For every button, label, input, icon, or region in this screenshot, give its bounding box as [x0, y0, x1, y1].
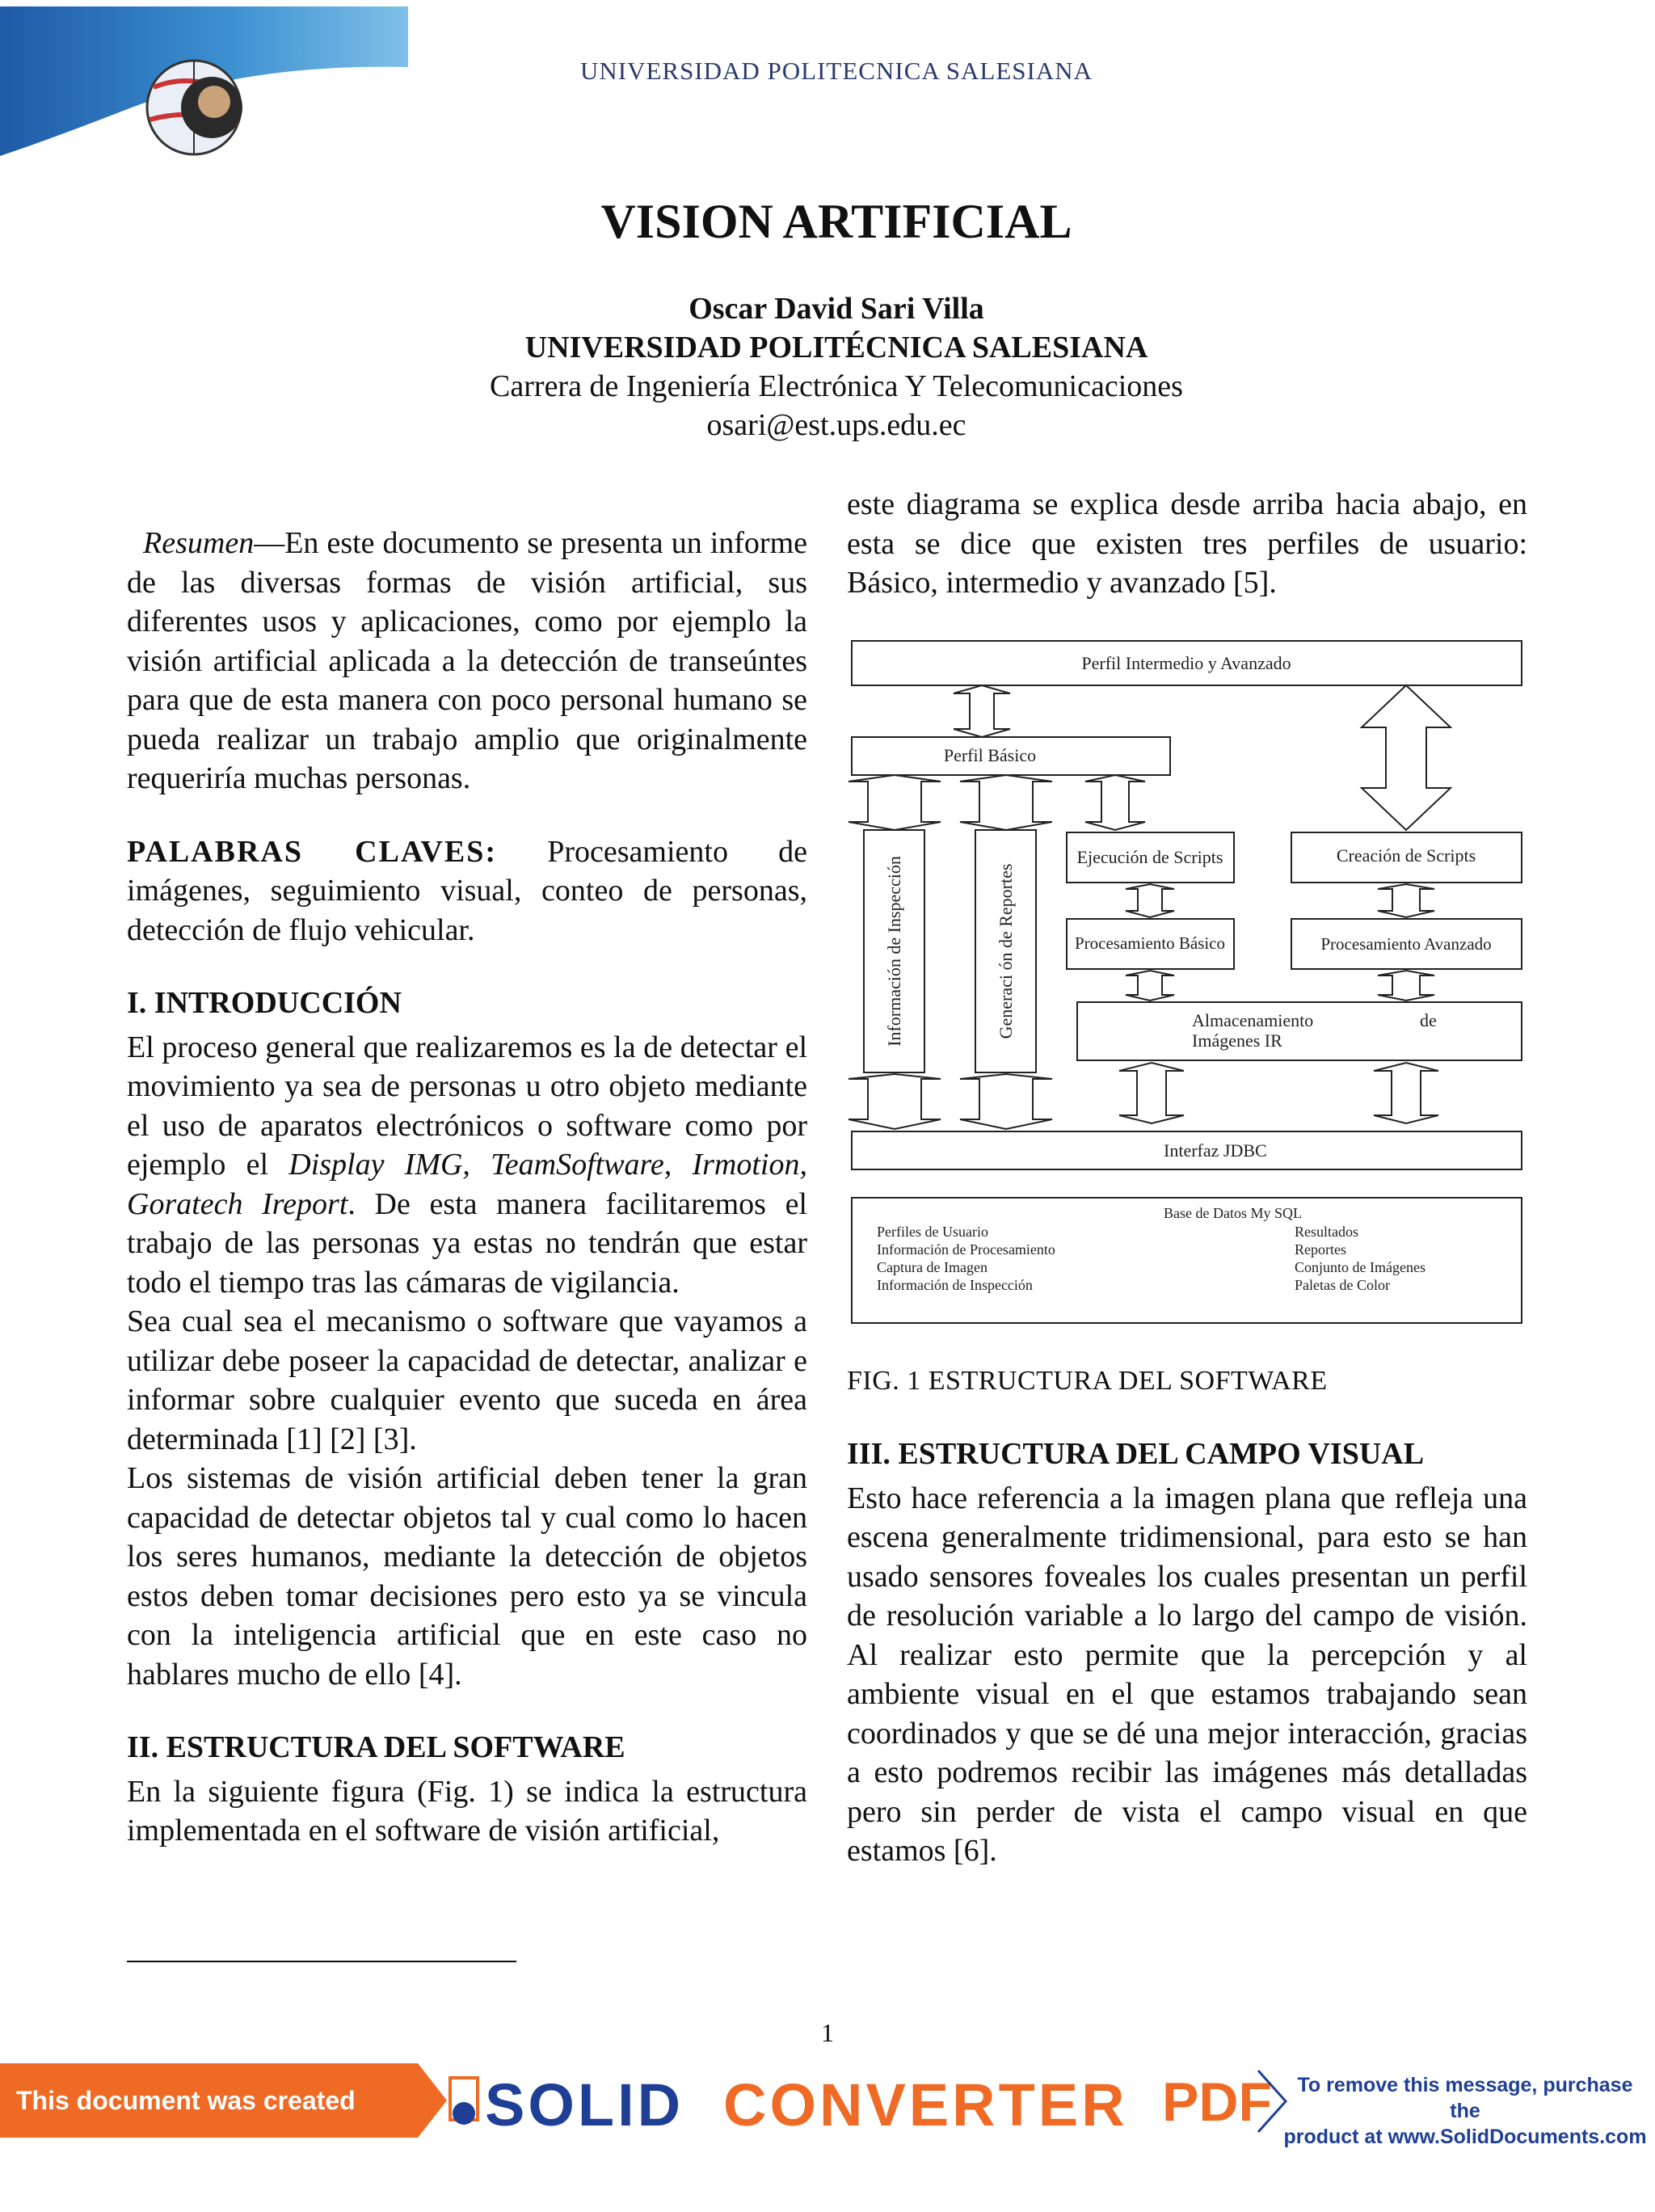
banner-purchase-line-2: product at www.SolidDocuments.com: [1283, 2126, 1647, 2148]
abstract-text: —En este documento se presenta un informe de las diversas formas de visión artificial, sus diferentes usos y aplicaciones, como por ejemplo la visión artificial aplicada a la detección de transeúntes para que de esta manera con poco personal humano se pueda realizar un trabajo amplio que originalmente requeriría muchas personas.: [127, 526, 807, 795]
label-perfil-intermedio: Perfil Intermedio y Avanzado: [1081, 653, 1291, 673]
db-item: Información de Inspección: [877, 1277, 1033, 1293]
arrow-reportes-interfaz: [960, 1074, 1052, 1129]
label-proc-avanzado: Procesamiento Avanzado: [1320, 934, 1492, 954]
arrow-almacen-interfaz-right: [1374, 1063, 1438, 1123]
author-career: Carrera de Ingeniería Electrónica Y Telecomunicaciones: [490, 369, 1183, 403]
db-item: Resultados: [1295, 1224, 1358, 1240]
label-imagenes-ir: Imágenes IR: [1192, 1030, 1282, 1051]
intro-p1-text: El proceso general que realizaremos es la de detectar el movimiento ya sea de personas u otro objeto mediante el uso de aparatos electrónicos o software como por ejemplo el: [127, 1030, 807, 1182]
arrow-almacen-interfaz-left: [1119, 1063, 1184, 1123]
section-heading-visual-field: III. ESTRUCTURA DEL CAMPO VISUAL: [847, 1437, 1425, 1471]
software-paragraph-continued: este diagrama se explica desde arriba hacia abajo, en esta se dice que existen tres perfiles de usuario: Básico, intermedio y avanzado [5].: [847, 487, 1527, 600]
label-perfil-basico: Perfil Básico: [943, 745, 1037, 765]
abstract-label: Resumen: [143, 526, 255, 560]
db-right-list: [1295, 1224, 1425, 1293]
right-column-section-3: [847, 1435, 1527, 1871]
running-header: UNIVERSIDAD POLITECNICA SALESIANA: [579, 57, 1093, 85]
section-heading-software: II. ESTRUCTURA DEL SOFTWARE: [127, 1730, 625, 1764]
author-name: Oscar David Sari Villa: [689, 292, 984, 326]
intro-paragraph-1: [127, 1028, 807, 1303]
banner-brand-pdf: PDF: [1162, 2071, 1272, 2133]
db-item: Perfiles de Usuario: [877, 1224, 988, 1240]
banner-brand-solid: SOLID: [485, 2071, 684, 2138]
figure-caption: FIG. 1 ESTRUCTURA DEL SOFTWARE: [847, 1366, 1328, 1396]
arrow-creacion-procavanzado: [1378, 884, 1434, 917]
software-structure-diagram: [844, 634, 1527, 1329]
label-almacenamiento-de: de: [1420, 1010, 1437, 1030]
banner-purchase-link[interactable]: [1283, 2072, 1647, 2150]
left-column: [127, 524, 807, 1851]
label-base-datos: Base de Datos My SQL: [1164, 1205, 1302, 1221]
arrow-procbasico-almacen: [1126, 971, 1174, 1001]
arrow-intermedio-basico: [954, 685, 1010, 737]
label-proc-basico: Procesamiento Básico: [1074, 933, 1226, 953]
keywords-label: PALABRAS CLAVES:: [127, 834, 498, 869]
author-institution: UNIVERSIDAD POLITÉCNICA SALESIANA: [524, 331, 1148, 364]
page-number: 1: [821, 2018, 834, 2047]
abstract: [127, 524, 807, 798]
arrow-basico-info: [849, 775, 941, 830]
label-interfaz-jdbc: Interfaz JDBC: [1164, 1140, 1267, 1161]
label-ejecucion-scripts: Ejecución de Scripts: [1076, 847, 1223, 867]
arrow-basico-ejecucion: [1085, 775, 1145, 830]
db-item: Captura de Imagen: [877, 1259, 988, 1275]
intro-p1-software-names: Display IMG, TeamSoftware, Irmotion, Goratech Ireport: [127, 1148, 807, 1221]
paper-title: VISION ARTIFICIAL: [600, 195, 1072, 248]
label-creacion-scripts: Creación de Scripts: [1336, 845, 1476, 866]
banner-brand-converter: CONVERTER: [723, 2071, 1128, 2138]
intro-paragraph-3: Los sistemas de visión artificial deben tener la gran capacidad de detectar objetos tal y cual como lo hacen los seres humanos, mediante la detección de objetos estos deben tomar decisiones pero esto ya se vincula con la inteligencia artificial que en este caso no hablares mucho de ello [4].: [127, 1461, 807, 1692]
label-almacenamiento: Almacenamiento: [1192, 1010, 1314, 1030]
db-item: Paletas de Color: [1295, 1277, 1390, 1293]
intro-p1-text-end: . De esta manera facilitaremos el trabajo de las personas ya estas no tendrán que estar todo el tiempo tras las cámaras de vigilancia.: [127, 1186, 807, 1300]
keywords-text: Procesamiento de imágenes, seguimiento visual, conteo de personas, detección de flujo vehicular.: [127, 834, 807, 947]
db-left-list: [877, 1224, 1055, 1293]
arrow-ejecucion-procbasico: [1126, 884, 1174, 917]
db-item: Conjunto de Imágenes: [1295, 1259, 1425, 1275]
arrow-intermedio-creacion: [1362, 685, 1451, 830]
label-generacion-reportes: Generaci ón de Reportes: [996, 863, 1016, 1039]
right-column: [847, 485, 1527, 603]
arrow-procavanzado-almacen: [1378, 971, 1434, 1001]
arrow-basico-reportes: [960, 775, 1052, 830]
footnote-divider: [127, 1961, 516, 1962]
banner-arrow-icon: [408, 2063, 481, 2138]
keywords: [127, 832, 807, 950]
label-info-inspeccion: Información de Inspección: [884, 856, 904, 1047]
db-item: Reportes: [1295, 1241, 1346, 1258]
software-paragraph-1: En la siguiente figura (Fig. 1) se indica la estructura implementada en el software de visión artificial,: [127, 1774, 807, 1848]
db-item: Información de Procesamiento: [877, 1241, 1055, 1258]
arrow-info-interfaz: [849, 1074, 941, 1129]
author-email: osari@est.ups.edu.ec: [706, 408, 966, 442]
section-heading-intro: I. INTRODUCCIÓN: [127, 986, 402, 1020]
visual-field-paragraph-1: Esto hace referencia a la imagen plana que refleja una escena generalmente tridimensional, para esto se han usado sensores foveales los cuales presentan un perfil de resolución variable a lo largo del campo de visión. Al realizar esto permite que la percepción y al ambiente visual en el que estamos trabajando sean coordinados y que se dé una mejor interacción, gracias a esto podremos recibir las imágenes más detalladas pero sin perder de vista el campo visual en que estamos [6].: [847, 1481, 1527, 1868]
banner-created-using: This document was created using: [0, 2063, 408, 2138]
banner-purchase-line-1: To remove this message, purchase the: [1297, 2074, 1633, 2122]
intro-paragraph-2: Sea cual sea el mecanismo o software que vayamos a utilizar debe poseer la capacidad de detectar, analizar e informar sobre cualquier evento que suceda en área determinada [1] [2] [3].: [127, 1304, 807, 1456]
